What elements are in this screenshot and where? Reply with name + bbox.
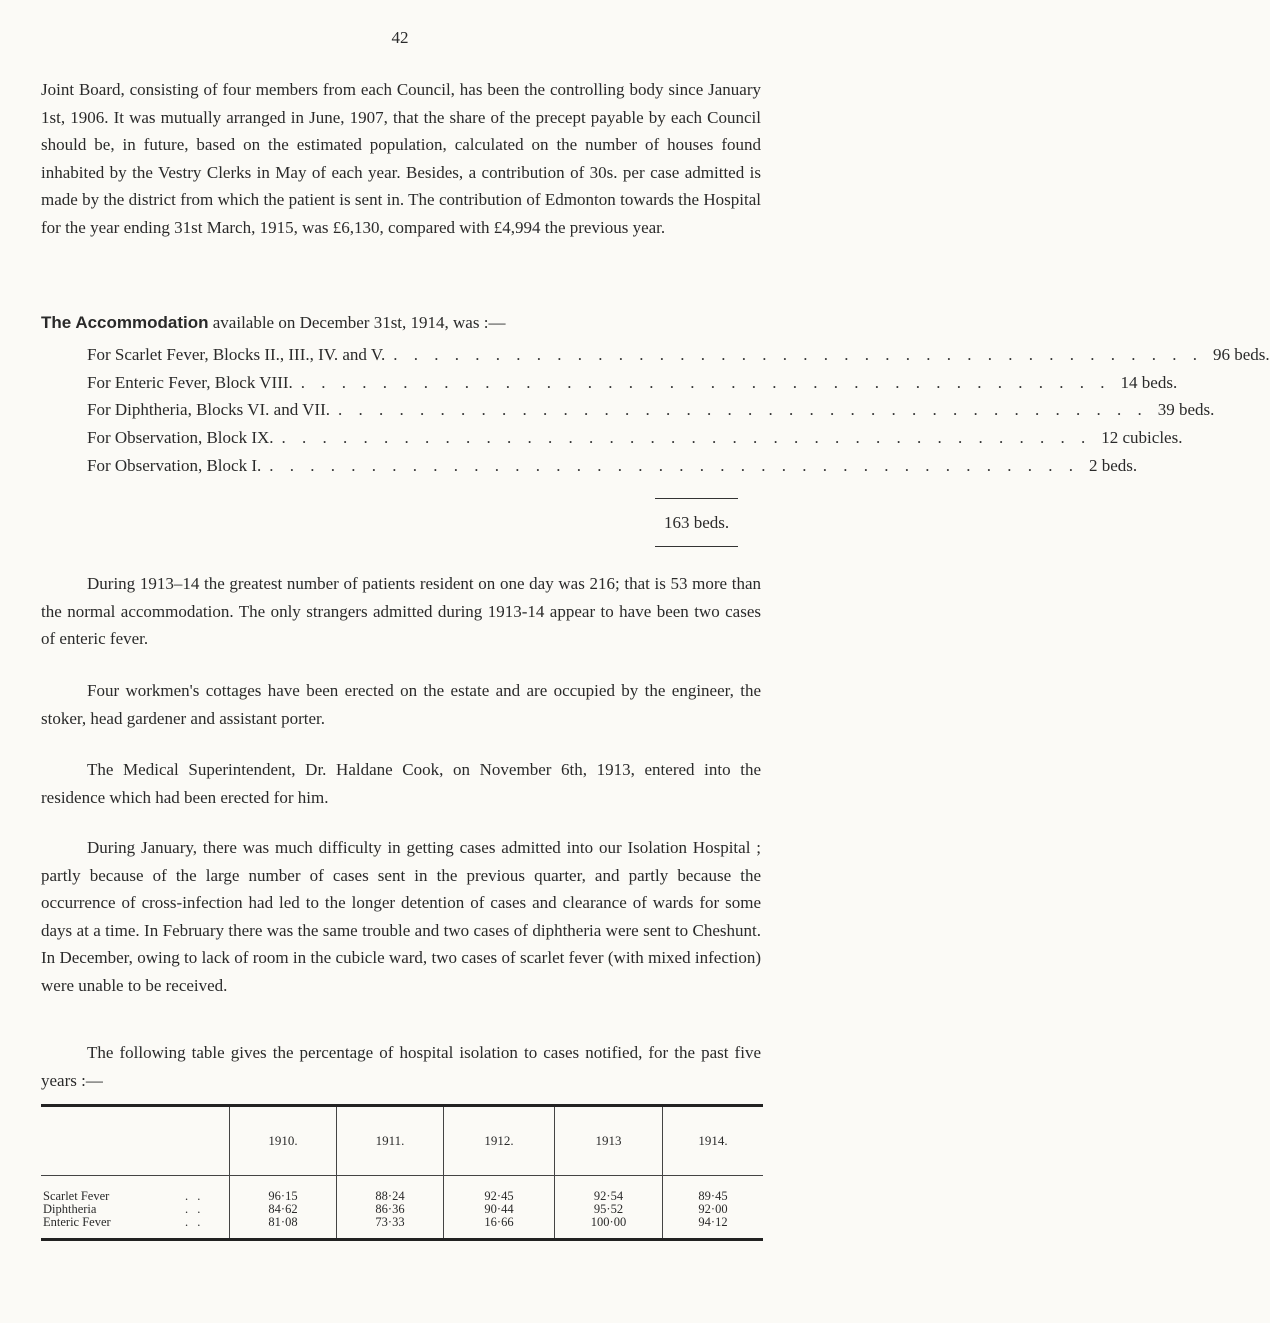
table-cell: 95·52 [593, 1202, 624, 1216]
isolation-percentage-table [41, 1104, 763, 1241]
table-cell: 92·00 [698, 1202, 728, 1216]
table-cell: 92·45 [484, 1189, 514, 1203]
header-year: 1913 [554, 1107, 662, 1175]
table-cell: 86·36 [375, 1202, 405, 1216]
accommodation-value: 12 cubicles. [1101, 428, 1183, 448]
table-cell: 81·08 [268, 1215, 298, 1229]
table-bottom-rule [41, 1238, 763, 1241]
table-header-row [41, 1107, 763, 1175]
accommodation-heading [41, 313, 505, 333]
year-column-1914 [662, 1176, 763, 1238]
table-cell: 88·24 [375, 1189, 405, 1203]
accommodation-label: For Diphtheria, Blocks VI. and VII. [87, 400, 331, 420]
header-year: 1912. [443, 1107, 554, 1175]
paragraph-january-difficulty: During January, there was much difficulty in getting cases admitted into our Isolation Hospital ; partly because of the large number of cases sent in the previous quarter, and partly because the occurrence of cross-infection had led to the longer detention of cases and clearance of wards for some days at a time. In February there was the same trouble and two cases of diphtheria were sent to Cheshunt. In December, owing to lack of room in the cubicle ward, two cases of scarlet fever (with mixed infection) were unable to be received. [41, 838, 761, 995]
accommodation-value: 2 beds. [1088, 455, 1138, 475]
row-labels-column [41, 1176, 229, 1238]
table-cell: 94·12 [698, 1215, 728, 1229]
year-column-1910 [229, 1176, 336, 1238]
accommodation-heading-bold: The Accommodation [41, 313, 209, 332]
accommodation-row [87, 400, 1215, 428]
leader-dots: . . . . . . . . . . . . . . . . . . . . . . . . . . . . . . . . . . . . . . . . [393, 345, 1203, 364]
accommodation-row [87, 428, 1183, 456]
page-number: 42 [391, 28, 409, 47]
table-row-label: Diphtheria . . [43, 1202, 204, 1216]
accommodation-list [87, 345, 1270, 483]
paragraph-joint-board: Joint Board, consisting of four members from each Council, has been the controlling body since January 1st, 1906. It was mutually arranged in June, 1907, that the share of the precept payable by each Council should be, in future, based on the estimated population, calculated on the number of houses found inhabited by the Vestry Clerks in May of each year. Besides, a contribution of 30s. per case admitted is made by the district from which the patient is sent in. The contribution of Edmonton towards the Hospital for the year ending 31st March, 1915, was £6,130, compared with £4,994 the previous year. [41, 80, 761, 237]
paragraph-medical-superintendent: The Medical Superintendent, Dr. Haldane Cook, on November 6th, 1913, entered into the residence which had been erected for him. [41, 760, 761, 807]
paragraph-greatest-number: During 1913–14 the greatest number of patients resident on one day was 216; that is 53 more than the normal accommodation. The only strangers admitted during 1913-14 appear to have been two cases of enteric fever. [41, 574, 761, 648]
accommodation-label: For Scarlet Fever, Blocks II., III., IV. and V. [87, 345, 386, 364]
table-cell: 16·66 [484, 1215, 514, 1229]
total-rule-top [655, 498, 738, 499]
accommodation-row [87, 455, 1138, 484]
year-column-1912 [443, 1176, 554, 1238]
table-row-label: Enteric Fever . . [43, 1215, 204, 1229]
accommodation-label: For Observation, Block I. [87, 455, 262, 475]
leader-dots: . . . . . . . . . . . . . . . . . . . . . . . . . . . . . . . . . . . . . . . . [338, 400, 1148, 420]
table-cell: 73·33 [375, 1215, 405, 1229]
leader-dots: . . . . . . . . . . . . . . . . . . . . . . . . . . . . . . . . . . . . . . . . [269, 455, 1079, 475]
table-cell: 100·00 [590, 1215, 627, 1229]
header-year: 1914. [662, 1107, 763, 1175]
leader-dots: . . . . . . . . . . . . . . . . . . . . . . . . . . . . . . . . . . . . . . . . [281, 428, 1092, 448]
accommodation-total: 163 beds. [664, 513, 730, 532]
accommodation-heading-rest: available on December 31st, 1914, was :— [208, 313, 506, 332]
total-rule-bottom [655, 546, 738, 547]
paragraph-table-intro: The following table gives the percentage of hospital isolation to cases notified, for the past five years :— [41, 1043, 761, 1090]
table-cell: 89·45 [698, 1189, 728, 1203]
header-year: 1911. [336, 1107, 443, 1175]
accommodation-label: For Observation, Block IX. [87, 428, 274, 448]
year-column-1913 [554, 1176, 662, 1238]
accommodation-value: 39 beds. [1157, 400, 1215, 420]
paragraph-cottages: Four workmen's cottages have been erected on the estate and are occupied by the engineer, the stoker, head gardener and assistant porter. [41, 681, 761, 728]
table-cell: 92·54 [593, 1189, 624, 1203]
accommodation-value: 14 beds. [1120, 372, 1178, 392]
table-body [41, 1176, 763, 1238]
accommodation-label: For Enteric Fever, Block VIII. [87, 372, 293, 392]
accommodation-row [87, 345, 1270, 373]
table-row-label: Scarlet Fever . . [43, 1189, 204, 1203]
year-column-1911 [336, 1176, 443, 1238]
table-cell: 90·44 [484, 1202, 514, 1216]
leader-dots: . . . . . . . . . . . . . . . . . . . . . . . . . . . . . . . . . . . . . . . . [300, 372, 1111, 392]
accommodation-value: 96 beds. [1212, 345, 1270, 364]
table-cell: 84·62 [268, 1202, 298, 1216]
accommodation-row [87, 372, 1178, 401]
header-blank-cell [41, 1107, 229, 1175]
table-cell: 96·15 [268, 1189, 298, 1203]
header-year: 1910. [229, 1107, 336, 1175]
